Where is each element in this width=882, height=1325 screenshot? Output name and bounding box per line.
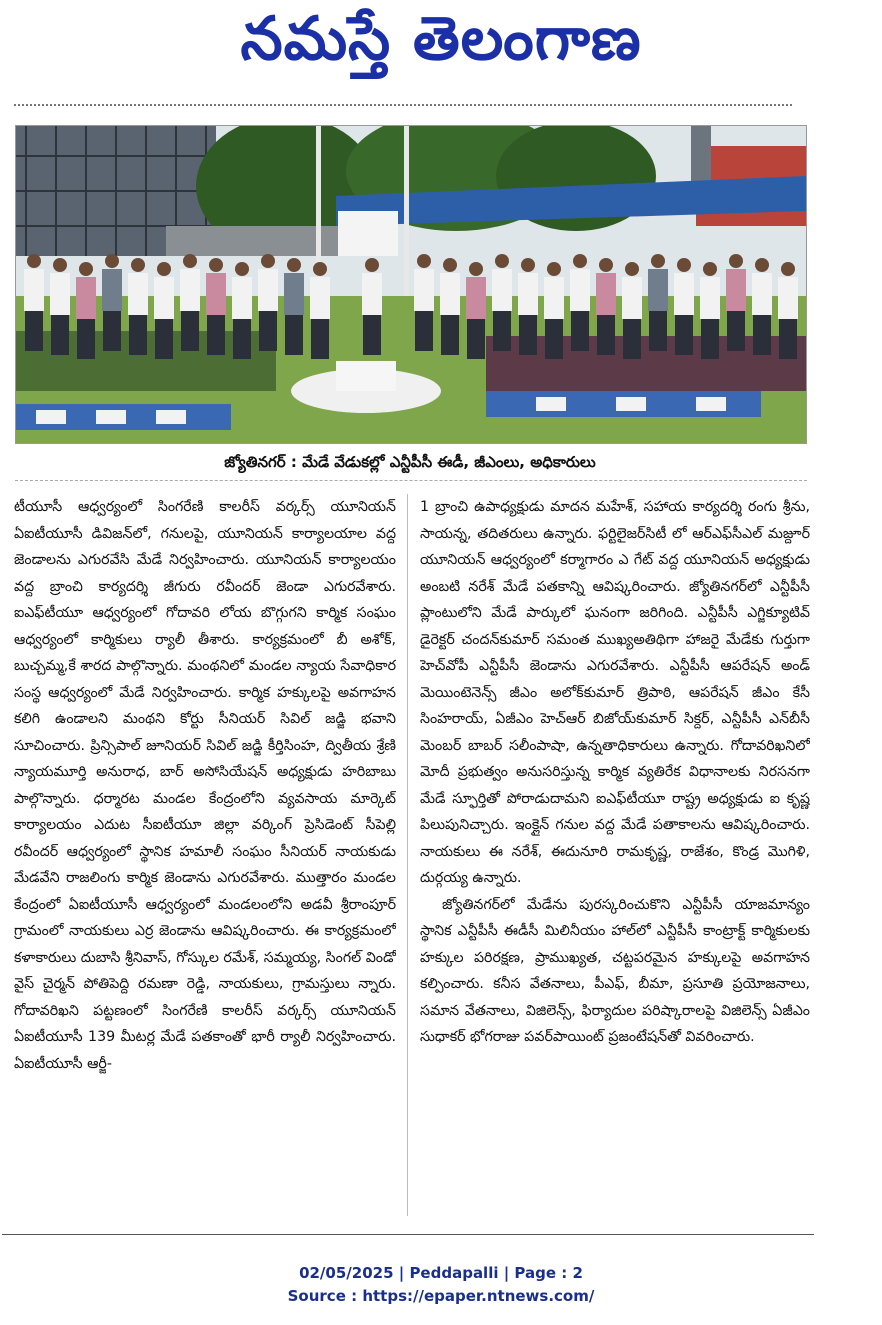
photo-shed xyxy=(166,226,366,256)
article-right-column xyxy=(420,494,810,1220)
column-divider xyxy=(407,494,408,1216)
article-paragraph: టీయూసీ ఆధ్వర్యంలో సింగరేణి కాలరీస్ వర్కర్స్ యూనియన్ ఏఐటీయూసీ డివిజన్‌లో, గనులపై, యూనియన్ కార్యాలయాల వద్ద జెండాలను ఎగురవేసి మేడే నిర్వహించారు. యూనియన్ కార్యాలయం వద్ద బ్రాంచి కార్యదర్శి జీగురు రవీందర్ జెండా ఎగురవేశారు. ఐఎఫ్‌టీయూ ఆధ్వర్యంలో గోదావరి లోయ బొగ్గుగని కార్మిక సంఘం ఆధ్వర్యంలో కార్మికులు ర్యాలీ తీశారు. కార్యక్రమంలో బీ అశోక్, బుచ్చమ్మ,కే శారద పాల్గొన్నారు. మంథనిలో మండల న్యాయ సేవాధికార సంస్థ ఆధ్వర్యంలో మేడే నిర్వహించారు. కార్మిక హక్కులపై అవగాహన కలిగి ఉండాలని మంథని కోర్టు సీనియర్ సివిల్ జడ్జి భవాని సూచించారు. ప్రిన్సిపాల్ జూనియర్ సివిల్ జడ్జి కీర్తిసింహ, ద్వితీయ శ్రేణి న్యాయమూర్తి అనురాధ, బార్ అసోసియేషన్ అధ్యక్షుడు హరిబాబు పాల్గొన్నారు. ధర్మారట మండల కేంద్రంలోని వ్యవసాయ మార్కెట్ కార్యాలయం ఎదుట సీఐటీయూ జిల్లా వర్కింగ్ ప్రెసిడెంట్ సీపెల్లి రవీందర్ ఆధ్వర్యంలో స్థానిక హమాలీ సంఘం సీనియర్ నాయకుడు మేడవేని రాజలింగు కార్మిక జెండాను ఎగురవేశారు. ముత్తారం మండల కేంద్రంలో ఏఐటీయూసీ ఆధ్వర్యంలో మండలంలోని అడవీ శ్రీరాంపూర్ గ్రామంలో నాయకులు ఎర్ర జెండాను ఆవిష్కరించారు. ఈ కార్యక్రమంలో కళాకారులు దుబాసి శ్రీనివాస్, గోస్కుల రమేశ్, సమ్మయ్య, సింగల్ విండో వైస్ చైర్మన్ పోతిపెద్ది రమణా రెడ్డి, నాయకులు, గ్రామస్తులు న్నారు. గోదావరిఖని పట్టణంలో సింగరేణి కాలరీస్ వర్కర్స్ యూనియన్ ఏఐటీయూసీ 139 మీటర్ల మేడే పతకాంతో భారీ ర్యాలీ నిర్వహించారు. ఏఐటీయూసీ ఆర్జీ- xyxy=(14,499,396,1072)
may-day-event-photo xyxy=(16,126,806,443)
photo-planter-border xyxy=(616,397,646,411)
article-left-column xyxy=(14,494,396,1220)
photo-caption: జ్యోతినగర్ : మేడే వేడుకల్లో ఎన్టీపీసీ ఈడీ, జీఎంలు, అధికారులు xyxy=(224,453,596,471)
photo-planter-border xyxy=(156,410,186,424)
source-url: Source : https://epaper.ntnews.com/ xyxy=(287,1287,595,1305)
photo-tower xyxy=(691,126,711,186)
newspaper-masthead: నమస్తే తెలంగాణ xyxy=(240,4,642,74)
photo-flag-pedestal xyxy=(336,361,396,391)
footer-divider xyxy=(2,1234,814,1235)
caption-divider xyxy=(15,480,807,481)
header-divider xyxy=(14,104,792,106)
article-paragraph: జ్యోతినగర్‌లో మేడేను పురస్కరించుకొని ఎన్టీపీసీ యాజమాన్యం స్థానిక ఎన్టీపీసీ ఈడీసీ మిలినీయం హాల్‌లో ఎన్టీపీసీ కాంట్రాక్ట్ కార్మికులకు హక్కుల పరిరక్షణ, ప్రాముఖ్యత, చట్టపరమైన హక్కులపై అవగాహన కల్పించారు. కనీస వేతనాలు, పీఎఫ్, బీమా, ప్రసూతి ప్రయోజనాలు, సమాన వేతనాలు, విజిలెన్స్, ఫిర్యాదుల పరిష్కారాలపై విజిలెన్స్ ఏజీఎం సుధాకర్ భోగరాజు పవర్‌పాయింట్ ప్రజంటేషన్‌తో వివరించారు. xyxy=(420,896,810,1045)
photo-planter-border xyxy=(36,410,66,424)
news-photo xyxy=(15,125,807,444)
article-paragraph: 1 బ్రాంచి ఉపాధ్యక్షుడు మాదన మహేశ్, సహాయ కార్యదర్శి రంగు శ్రీను, సాయన్న, తదితరులు ఉన్నారు. ఫర్టిలైజర్‌సిటీ లో ఆర్‌ఎఫ్‌సీఎల్ మజ్దూర్ యూనియన్ ఆధ్వర్యంలో కర్మాగారం ఎ గేట్ వద్ద యూనియన్ అధ్యక్షుడు అంబటి నరేశ్ మేడే పతకాన్ని ఆవిష్కరించారు. జ్యోతినగర్‌లో ఎన్టీపీసీ ప్లాంటులోని మేడే పార్కులో ఘనంగా జరిగింది. ఎన్టీపీసీ ఎగ్జిక్యూటివ్ డైరెక్టర్ చందన్‌కుమార్ సమంత ముఖ్యఅతిథిగా హాజరై మేడేకు గుర్తుగా హెచ్‌వోపీ ఎన్టీపీసీ జెండాను ఎగురవేశారు. ఎన్టీపీసీ ఆపరేషన్ అండ్ మెయింటెనెన్స్ జీఎం అలోక్‌కుమార్ త్రిపాఠి, ఆపరేషన్ జీఎం కేసీ సింహరాయ్, ఏజీఎం హెచ్‌ఆర్ బిజోయ్‌కుమార్ సిక్దర్, ఎన్టీపీసీ ఎన్‌బీసీ మెంబర్ బాబర్ సలీంపాషా, ఉన్నతాధికారులు ఉన్నారు. గోదావరిఖనిలో మోదీ ప్రభుత్వం అనుసరిస్తున్న కార్మిక వ్యతిరేక విధానాలకు నిరసనగా మేడే స్ఫూర్తితో పోరాడుదామని ఐఎఫ్‌టీయూ రాష్ట్ర అధ్యక్షుడు ఐ కృష్ణ పిలుపునిచ్చారు. ఇంక్లైన్ గనుల వద్ద మేడే పతాకాలను ఆవిష్కరించారు. నాయకులు ఈ నరేశ్, ఈదునూరి రామకృష్ణ, రాజేశం, కొండ్ర మొగిళి, దుర్గయ్య ఉన్నారు. xyxy=(420,499,810,886)
photo-planter-border xyxy=(696,397,726,411)
photo-planter-border xyxy=(96,410,126,424)
edition-info: 02/05/2025 | Peddapalli | Page : 2 xyxy=(299,1264,583,1282)
photo-banner xyxy=(338,211,398,256)
photo-planter-border xyxy=(536,397,566,411)
